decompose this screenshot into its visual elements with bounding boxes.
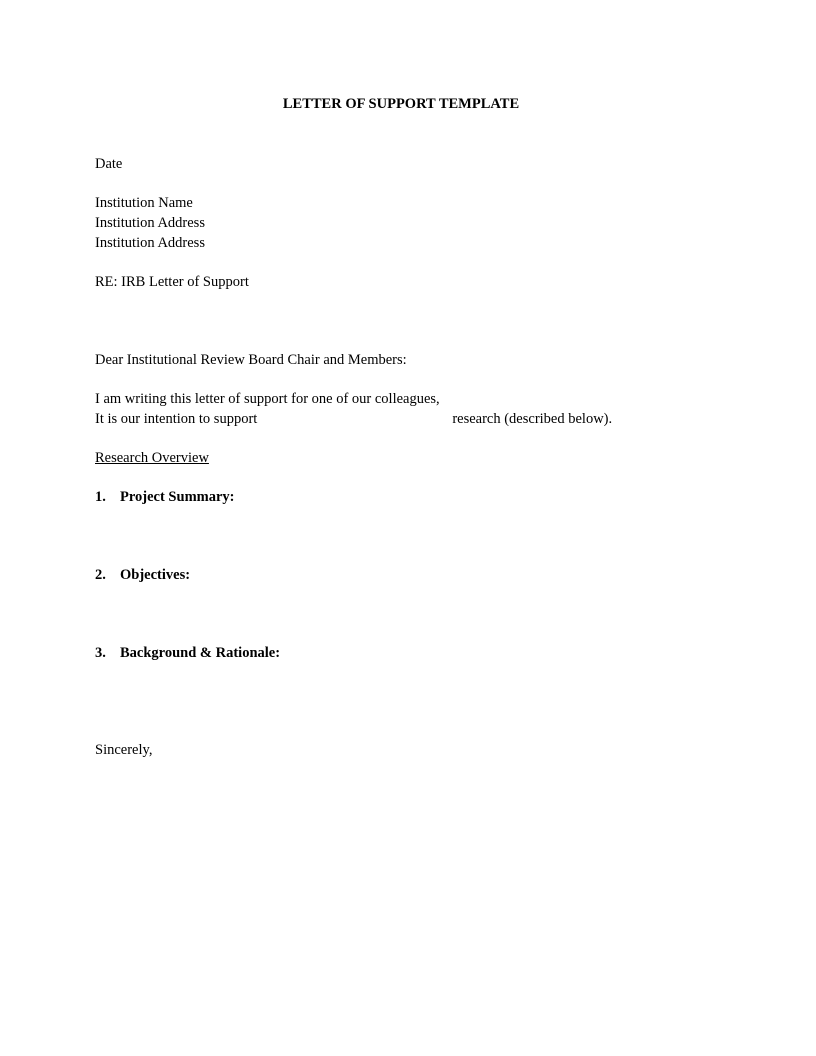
list-item-number: 1. bbox=[95, 489, 106, 505]
date-line: Date bbox=[95, 156, 123, 172]
section-heading: Research Overview bbox=[95, 450, 209, 466]
list-item-label: Project Summary: bbox=[120, 489, 235, 505]
list-item-number: 3. bbox=[95, 645, 106, 661]
institution-address-2: Institution Address bbox=[95, 235, 205, 251]
body-line-2 bbox=[95, 409, 612, 429]
institution-name: Institution Name bbox=[95, 195, 193, 211]
institution-address-1: Institution Address bbox=[95, 215, 205, 231]
list-item-label: Background & Rationale: bbox=[120, 645, 281, 661]
body-line-2-end: research (described below). bbox=[452, 411, 613, 427]
document-title: LETTER OF SUPPORT TEMPLATE bbox=[282, 96, 520, 112]
re-line: RE: IRB Letter of Support bbox=[95, 274, 249, 290]
list-item-label: Objectives: bbox=[120, 567, 191, 583]
body-line-1: I am writing this letter of support for one of our colleagues, bbox=[95, 391, 440, 407]
list-item-number: 2. bbox=[95, 567, 106, 583]
body-line-2-start: It is our intention to support bbox=[95, 411, 258, 427]
list-item bbox=[95, 643, 280, 663]
list-item bbox=[95, 487, 235, 507]
list-item bbox=[95, 565, 190, 585]
salutation: Dear Institutional Review Board Chair and Members: bbox=[95, 352, 407, 368]
closing: Sincerely, bbox=[95, 742, 153, 758]
